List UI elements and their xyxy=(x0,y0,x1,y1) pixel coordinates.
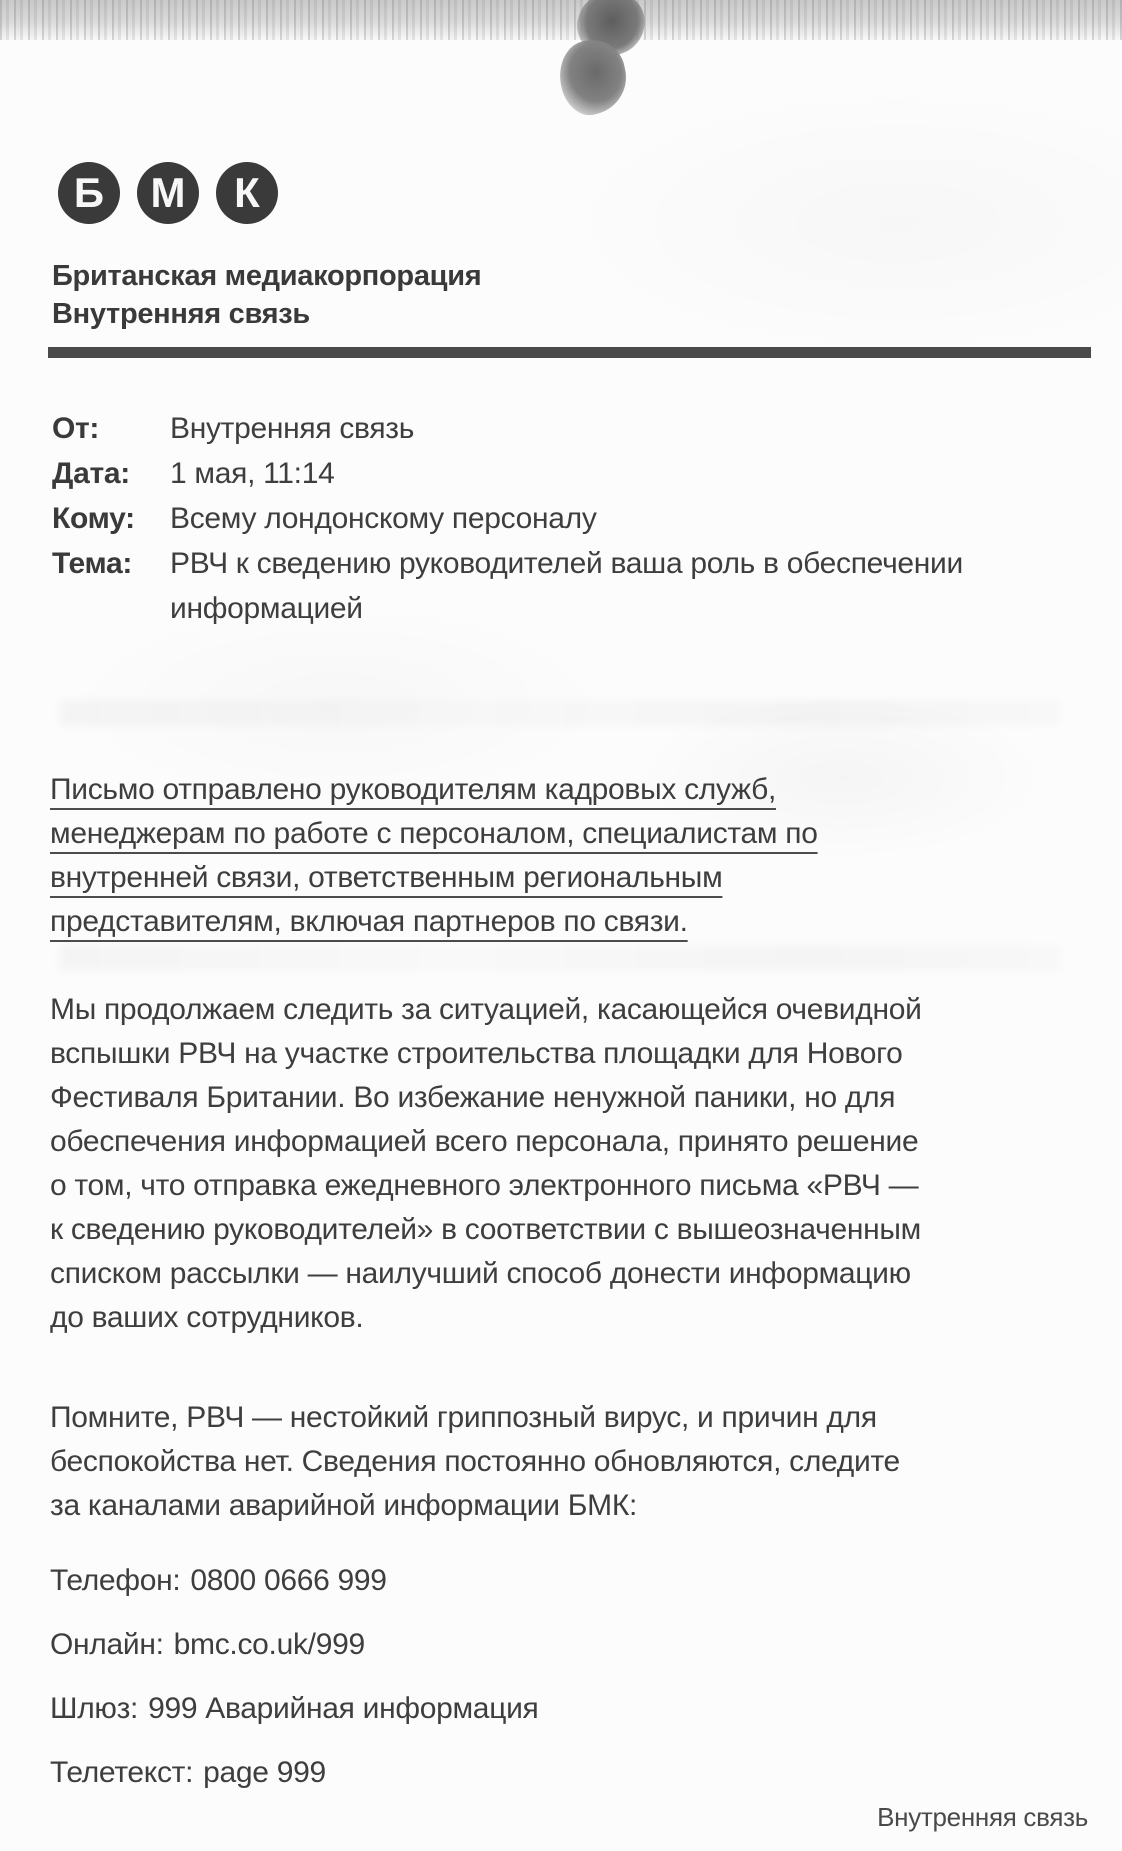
meta-row-from xyxy=(52,406,1052,451)
meta-row-subject xyxy=(52,541,1052,631)
meta-value-subject: РВЧ к сведению руководителей ваша роль в обеспечении информацией xyxy=(170,547,963,625)
bleed-through-artifact xyxy=(60,945,1060,971)
contact-label-teletext: Телетекст: xyxy=(50,1756,194,1789)
meta-row-to xyxy=(52,496,1052,541)
bmc-logo xyxy=(58,162,278,224)
meta-label-to: Кому: xyxy=(52,502,135,535)
contact-value-phone: 0800 0666 999 xyxy=(190,1564,387,1597)
contact-label-phone: Телефон: xyxy=(50,1564,181,1597)
contact-row-gateway xyxy=(50,1694,538,1724)
contact-value-online: bmc.co.uk/999 xyxy=(173,1628,365,1661)
contact-row-online xyxy=(50,1630,538,1660)
distribution-note: Письмо отправлено руководителям кадровых служб, менеджерам по работе с персоналом, специалистам по внутренней связи, ответственным региональным представителям, включая партнеров по связи. xyxy=(50,773,818,938)
meta-value-to: Всему лондонскому персоналу xyxy=(170,502,597,535)
header-rule xyxy=(48,347,1091,358)
logo-letter-m-icon: М xyxy=(137,162,199,224)
meta-value-from: Внутренняя связь xyxy=(170,412,415,445)
bleed-through-artifact xyxy=(60,700,1060,726)
body-paragraph-1: Мы продолжаем следить за ситуацией, касающейся очевидной вспышки РВЧ на участке строительства площадки для Нового Фестиваля Британии. Во избежание ненужной паники, но для обеспечения информацией всего персонала, принято решение о том, что отправка ежедневного электронного письма «РВЧ — к сведению руководителей» в соответствии с вышеозначенным списком рассылки — наилучший способ донести информацию до ваших сотрудников. xyxy=(50,993,922,1334)
contact-label-online: Онлайн: xyxy=(50,1628,164,1661)
contact-value-teletext: page 999 xyxy=(203,1756,326,1789)
emergency-channels-list xyxy=(50,1566,538,1822)
contact-label-gateway: Шлюз: xyxy=(50,1692,139,1725)
meta-label-date: Дата: xyxy=(52,457,130,490)
contact-value-gateway: 999 Аварийная информация xyxy=(148,1692,539,1725)
meta-label-from: От: xyxy=(52,412,100,445)
memo-meta xyxy=(52,406,1052,631)
body-paragraph-2: Помните, РВЧ — нестойкий гриппозный вирус, и причин для беспокойства нет. Сведения постоянно обновляются, следите за каналами аварийной информации БМК: xyxy=(50,1401,900,1522)
dept-name: Внутренняя связь xyxy=(52,298,310,330)
org-name: Британская медиакорпорация xyxy=(52,260,482,292)
meta-value-date: 1 мая, 11:14 xyxy=(170,457,335,490)
meta-label-subject: Тема: xyxy=(52,547,133,580)
ink-smudge-artifact xyxy=(552,0,652,110)
logo-letter-b-icon: Б xyxy=(58,162,120,224)
logo-letter-k-icon: К xyxy=(216,162,278,224)
footer-signature: Внутренняя связь xyxy=(877,1802,1088,1832)
contact-row-phone xyxy=(50,1566,538,1596)
contact-row-teletext xyxy=(50,1758,538,1788)
meta-row-date xyxy=(52,451,1052,496)
